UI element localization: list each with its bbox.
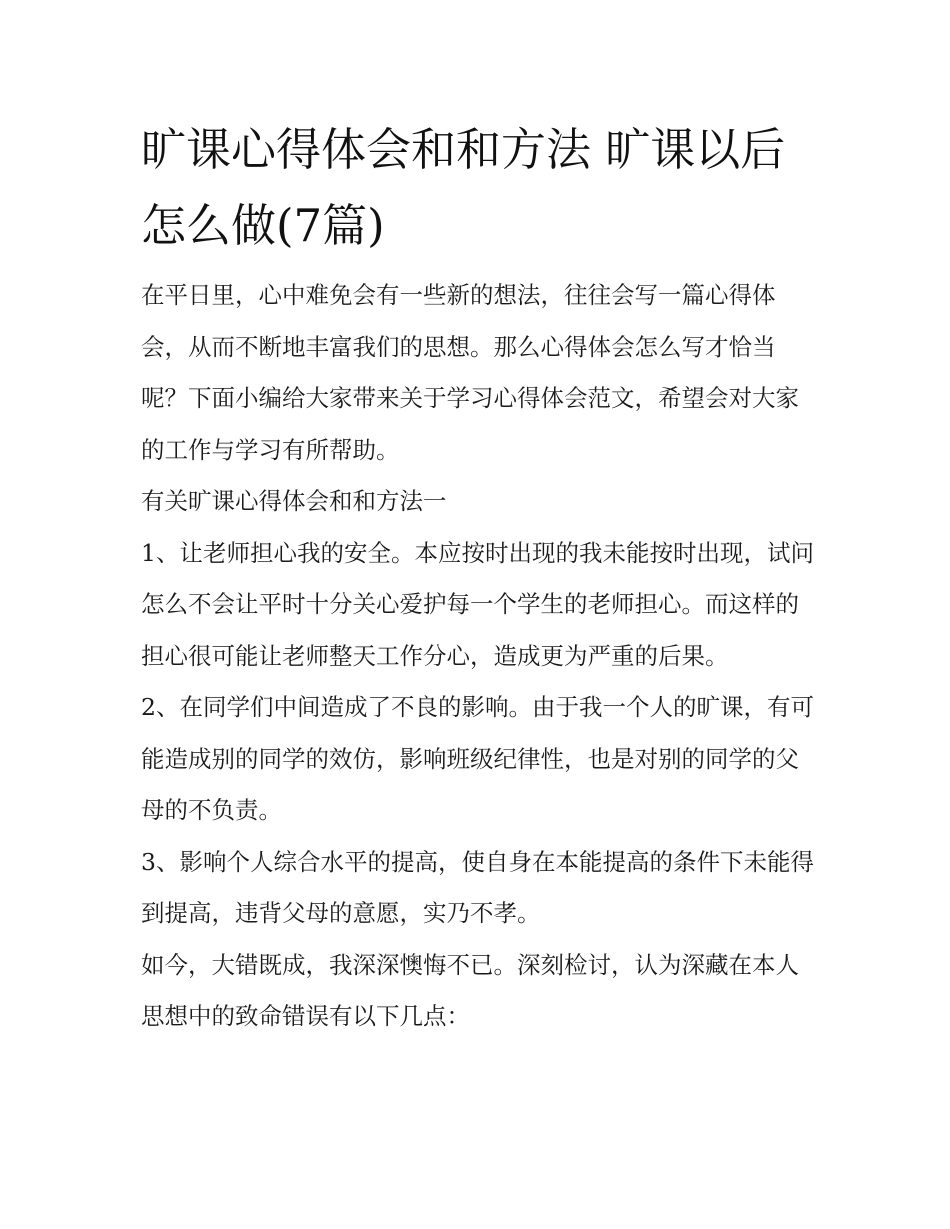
section-heading: 有关旷课心得体会和和方法一 — [141, 487, 447, 515]
point-2-paragraph: 2、在同学们中间造成了不良的影响。由于我一个人的旷课，有可能造成别的同学的效仿，影响班级纪律性，也是对别的同学的父母的不负责。 — [141, 693, 814, 824]
document-title: 旷课心得体会和和方法 旷课以后怎么做(7篇) — [141, 123, 786, 252]
intro-paragraph: 在平日里，心中难免会有一些新的想法，往往会写一篇心得体会，从而不断地丰富我们的思想。那么心得体会怎么写才恰当呢？下面小编给大家带来关于学习心得体会范文，希望会对大家的工作与学习有所帮助。 — [141, 281, 799, 464]
document-body — [141, 112, 816, 1043]
reflection-paragraph: 如今，大错既成，我深深懊悔不已。深刻检讨，认为深藏在本人思想中的致命错误有以下几点： — [141, 950, 799, 1030]
point-3-paragraph: 3、影响个人综合水平的提高，使自身在本能提高的条件下未能得到提高，违背父母的意愿，实乃不孝。 — [141, 847, 814, 927]
point-1-paragraph: 1、让老师担心我的安全。本应按时出现的我未能按时出现，试问怎么不会让平时十分关心爱护每一个学生的老师担心。而这样的担心很可能让老师整天工作分心，造成更为严重的后果。 — [141, 538, 814, 670]
